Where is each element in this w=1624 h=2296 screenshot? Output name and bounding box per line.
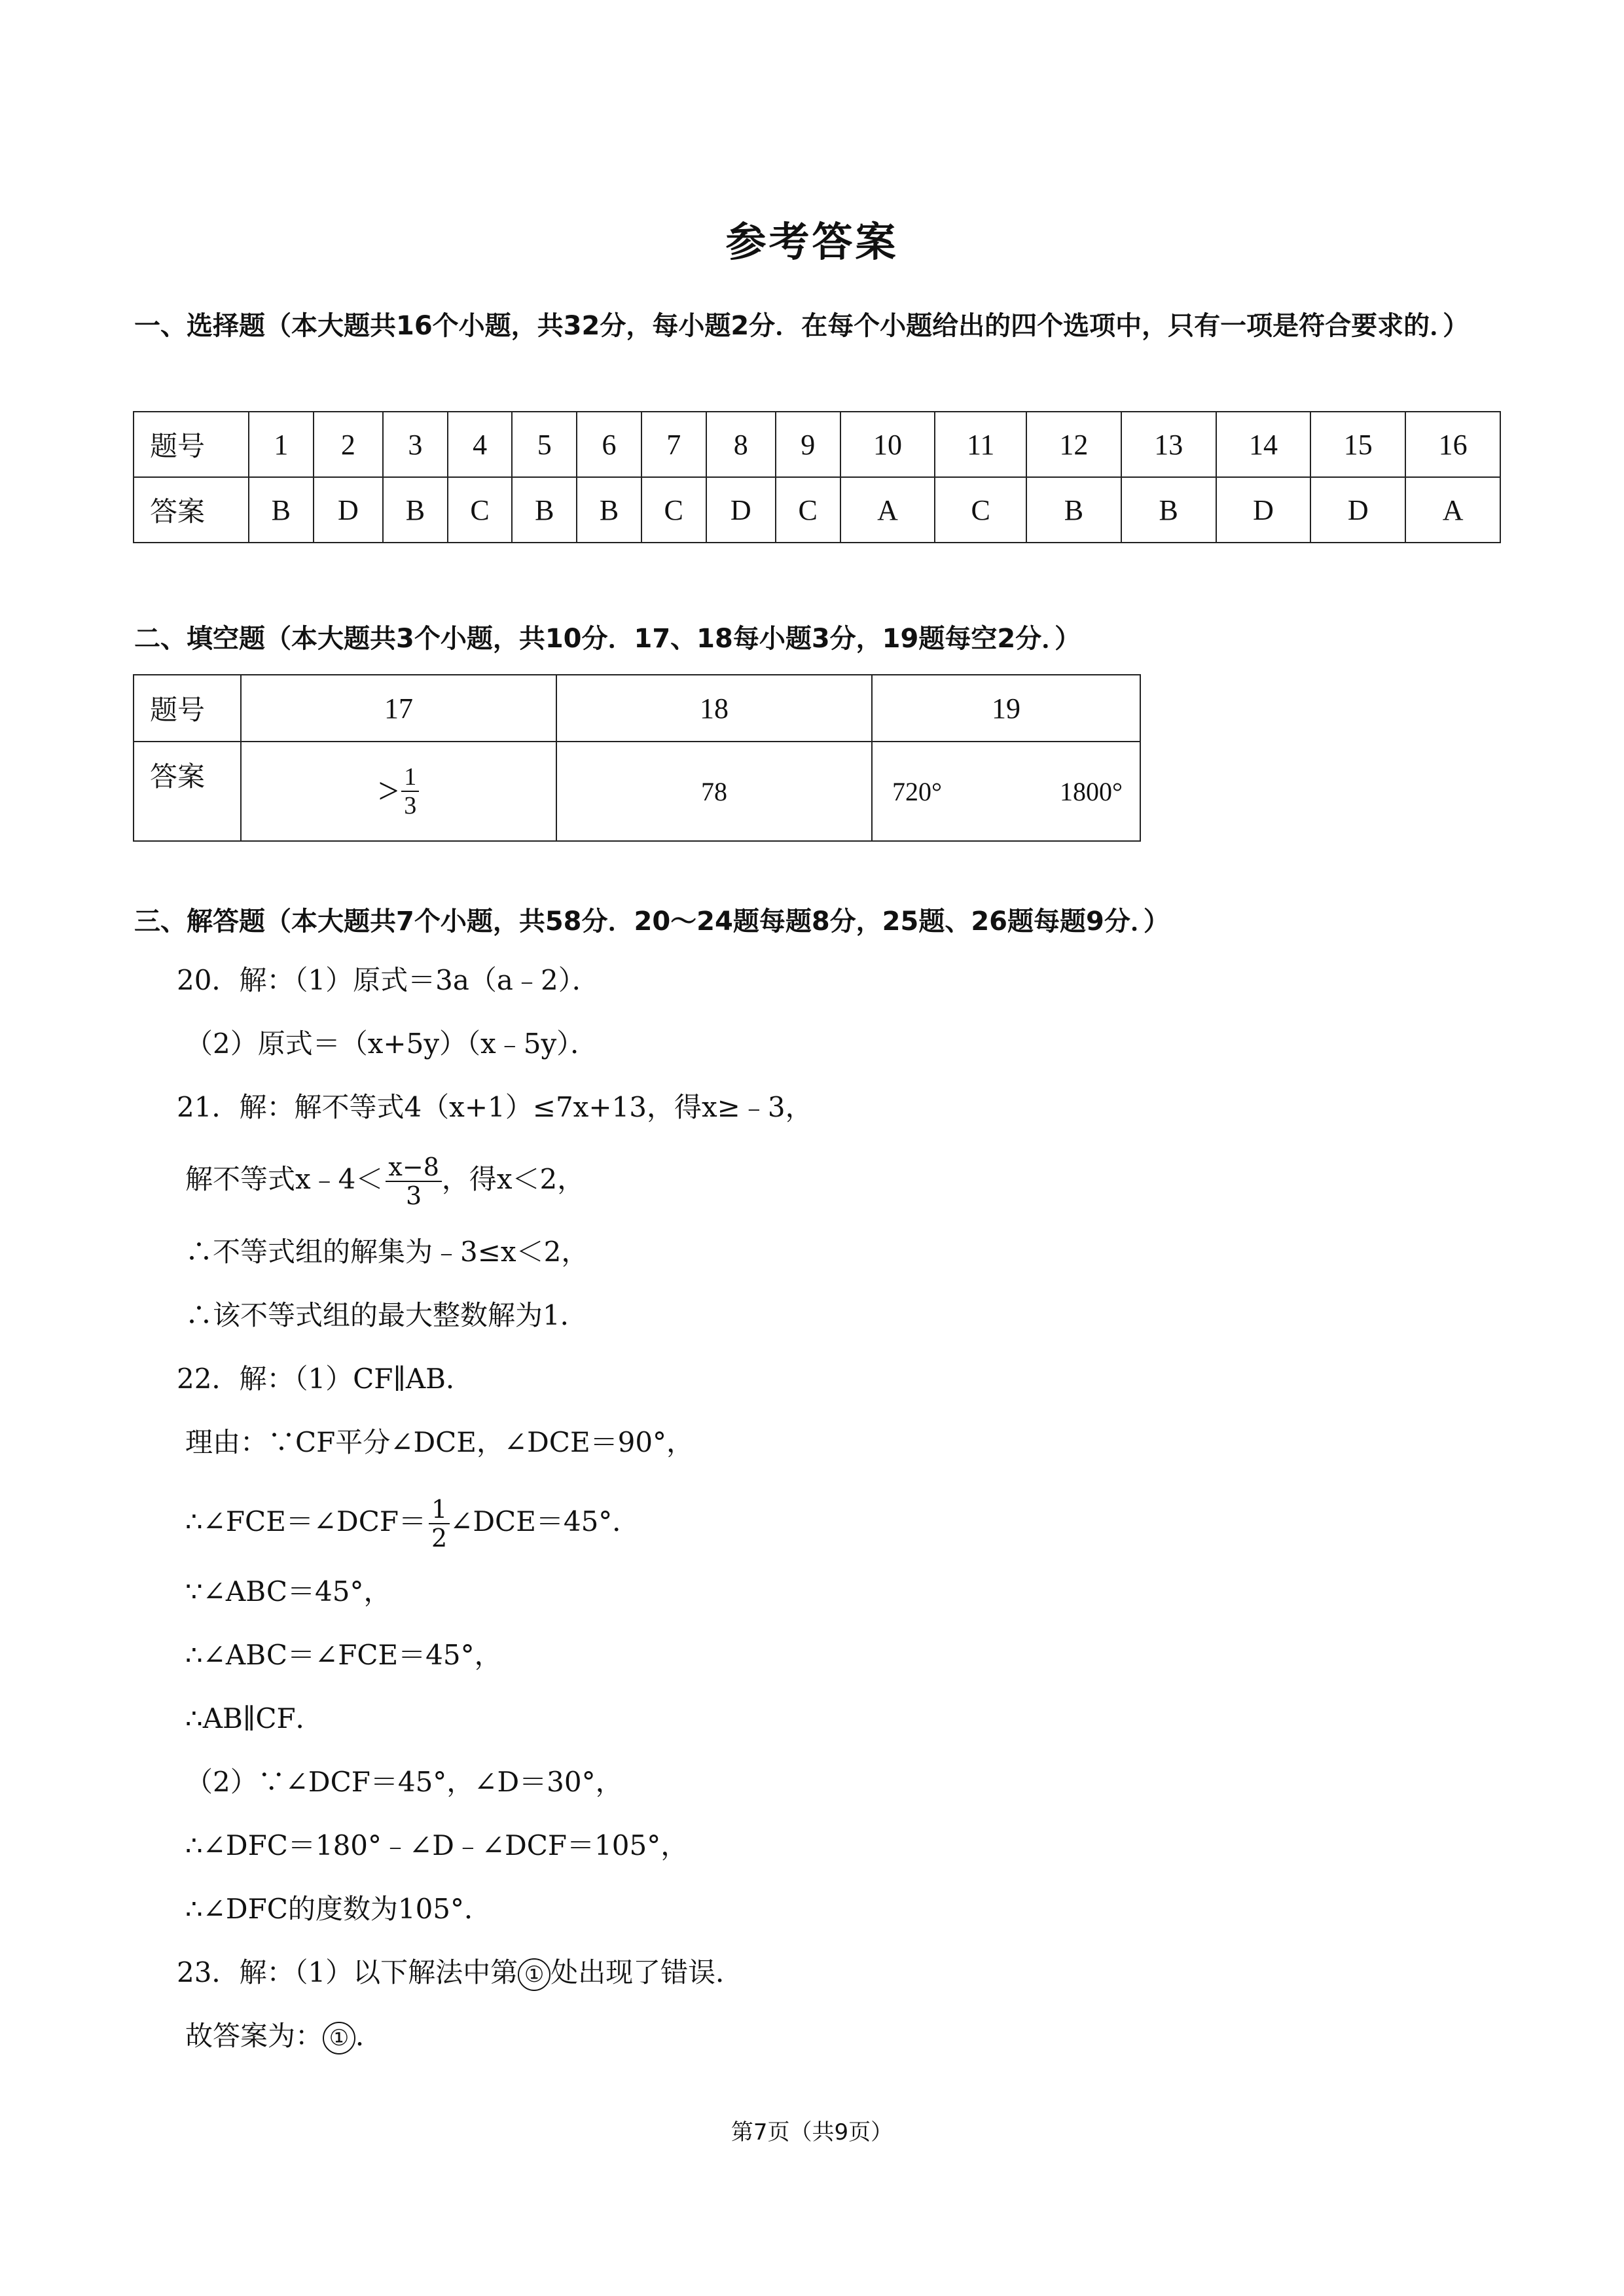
table-row [134,675,1140,742]
solution-line: ∴该不等式组的最大整数解为1． [185,1299,588,1331]
inline-text: 解不等式x﹣4＜ [185,1163,384,1195]
solution-line: 20．解：（1）原式＝3a（a﹣2）． [177,964,600,996]
row-label-answer: 答案 [134,477,249,543]
circled-number: ① [518,1958,550,1991]
solution-line [185,1153,585,1210]
page-footer: 第7页（共9页） [731,2119,893,2145]
solution-line: 21．解：解不等式4（x+1）≤7x+13，得x≥﹣3， [177,1091,813,1123]
answer-cell: D [1216,477,1311,543]
answer-cell: C [776,477,840,543]
solution-line: ∴∠DFC的度数为105°． [185,1893,492,1925]
fraction-denominator: 3 [401,791,419,819]
answer-19 [872,742,1140,841]
fraction [401,763,419,819]
question-number: 12 [1026,412,1121,477]
answer-cell: C [641,477,706,543]
solution-line: ∴不等式组的解集为﹣3≤x＜2， [185,1236,589,1268]
section1-heading: 一、选择题（本大题共16个小题，共32分，每小题2分．在每个小题给出的四个选项中，只有一项是符合要求的．） [134,311,1470,341]
answer-cell: C [935,477,1026,543]
fraction-denominator: 2 [429,1523,450,1552]
question-number: 10 [840,412,935,477]
fraction-denominator: 3 [386,1181,441,1210]
solution-line: 理由：∵CF平分∠DCE，∠DCE＝90°， [185,1426,695,1458]
inline-text: ． [355,2020,384,2052]
fraction [386,1153,441,1210]
question-number: 19 [872,675,1140,742]
solution-line: （2）原式＝（x+5y）（x﹣5y）． [185,1028,598,1060]
solution-line: ∴∠DFC＝180°﹣∠D﹣∠DCF＝105°， [185,1829,689,1861]
question-number: 11 [935,412,1026,477]
question-number: 9 [776,412,840,477]
question-number: 6 [577,412,641,477]
answer-17 [241,742,556,841]
inline-text: ，得x＜2， [441,1163,585,1195]
fraction [429,1496,450,1552]
inline-text: ∴∠FCE＝∠DCF＝ [185,1505,426,1537]
question-number: 2 [314,412,383,477]
answer-cell: D [314,477,383,543]
answer-cell: A [840,477,935,543]
section3-heading: 三、解答题（本大题共7个小题，共58分．20～24题每题8分，25题、26题每题9分．） [134,906,1170,937]
page-title: 参考答案 [725,218,899,266]
inline-text: 23．解：（1）以下解法中第 [177,1956,518,1988]
answer-19-first: 720° [892,776,942,806]
answer-cell: B [1026,477,1121,543]
circled-number: ① [323,2022,355,2054]
inline-text: 处出现了错误． [550,1956,744,1988]
answer-18: 78 [556,742,872,841]
section2-heading: 二、填空题（本大题共3个小题，共10分．17、18每小题3分，19题每空2分．） [134,624,1081,654]
question-number: 7 [641,412,706,477]
answer-cell: C [448,477,513,543]
answer-cell: B [1121,477,1216,543]
answer-cell: B [249,477,314,543]
inline-text: ∠DCE＝45°． [450,1505,640,1537]
solution-line: ∵∠ABC＝45°， [185,1575,391,1607]
question-number: 14 [1216,412,1311,477]
row-label-number: 题号 [134,675,241,742]
question-number: 18 [556,675,872,742]
solution-line [185,1496,640,1552]
question-number: 5 [512,412,577,477]
question-number: 3 [383,412,448,477]
answer-cell: B [383,477,448,543]
choice-answer-table [133,411,1501,543]
solution-line [185,2017,383,2056]
question-number: 13 [1121,412,1216,477]
question-number: 8 [706,412,776,477]
answer-cell: A [1405,477,1500,543]
solution-line: （2）∵∠DCF＝45°，∠D＝30°， [185,1766,623,1798]
question-number: 1 [249,412,314,477]
answer-cell: D [1310,477,1405,543]
question-number: 4 [448,412,513,477]
fraction-numerator: 1 [404,763,417,791]
table-row [134,742,1140,841]
solution-line [177,1953,743,1992]
solution-line: ∴AB∥CF． [185,1702,323,1734]
answer-19-second: 1800° [1060,776,1123,806]
answer-cell: D [706,477,776,543]
table-row [134,412,1500,477]
inline-text: 故答案为： [185,2020,323,2052]
fraction-numerator: x−8 [388,1153,439,1181]
answer-cell: B [577,477,641,543]
row-label-number: 题号 [134,412,249,477]
solution-line: 22．解：（1）CF∥AB． [177,1363,474,1395]
answer-cell: B [512,477,577,543]
question-number: 15 [1310,412,1405,477]
row-label-answer: 答案 [134,742,241,841]
table-row [134,477,1500,543]
greater-than-sign: > [378,771,399,812]
fill-answer-table [133,674,1141,842]
question-number: 16 [1405,412,1500,477]
question-number: 17 [241,675,556,742]
solution-line: ∴∠ABC＝∠FCE＝45°， [185,1639,502,1671]
fraction-numerator: 1 [431,1495,448,1524]
